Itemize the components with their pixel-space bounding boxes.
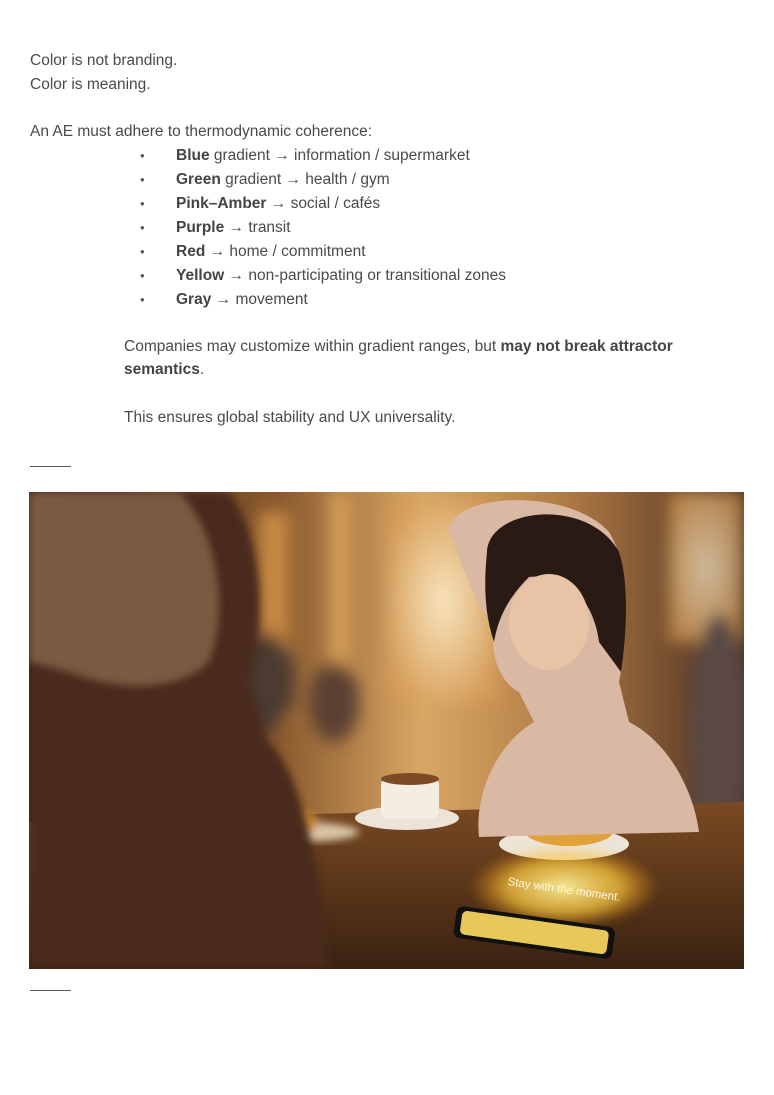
color-term: Green: [176, 171, 221, 188]
stability-paragraph: This ensures global stability and UX universality.: [124, 409, 456, 426]
color-meaning: gradient → information / supermarket: [209, 147, 470, 164]
color-term: Pink–Amber: [176, 195, 267, 212]
list-item: [30, 216, 744, 240]
statement-line-1: Color is not branding.: [30, 52, 178, 69]
statement-line-2: Color is meaning.: [30, 76, 151, 93]
bullet-icon: •: [140, 292, 145, 307]
customize-paragraph: [30, 335, 744, 381]
color-term: Red: [176, 243, 206, 260]
list-item: [30, 264, 744, 288]
lead-paragraph: An AE must adhere to thermodynamic coherence:: [30, 123, 373, 140]
glow-caption: Stay with the moment.: [506, 876, 622, 904]
color-meaning: → home / commitment: [205, 243, 366, 260]
bullet-icon: •: [140, 172, 145, 187]
section-divider: [30, 990, 71, 991]
color-term: Purple: [176, 219, 225, 236]
customize-text: Companies may customize within gradient ranges, but: [124, 338, 501, 355]
list-item: [30, 288, 744, 312]
color-term: Yellow: [176, 267, 225, 284]
color-meaning: → transit: [224, 219, 291, 236]
bullet-icon: •: [140, 196, 145, 211]
color-meaning-list: [30, 144, 744, 312]
color-meaning: → non-participating or transitional zones: [224, 267, 506, 284]
color-meaning: → social / cafés: [266, 195, 381, 212]
color-meaning: gradient → health / gym: [220, 171, 390, 188]
color-term: Blue: [176, 147, 210, 164]
bullet-icon: •: [140, 148, 145, 163]
bullet-icon: •: [140, 244, 145, 259]
bullet-icon: •: [140, 268, 145, 283]
customize-end: .: [199, 361, 205, 378]
list-item: [30, 168, 744, 192]
color-meaning: → movement: [211, 291, 308, 308]
list-item: [30, 144, 744, 168]
section-divider: [30, 466, 71, 467]
customize-emphasis: may not break attractor semantics: [124, 338, 673, 378]
bullet-icon: •: [140, 220, 145, 235]
list-item: [30, 192, 744, 216]
list-item: [30, 240, 744, 264]
cafe-photo: [29, 492, 744, 969]
document-body: [30, 49, 744, 429]
color-term: Gray: [176, 291, 212, 308]
